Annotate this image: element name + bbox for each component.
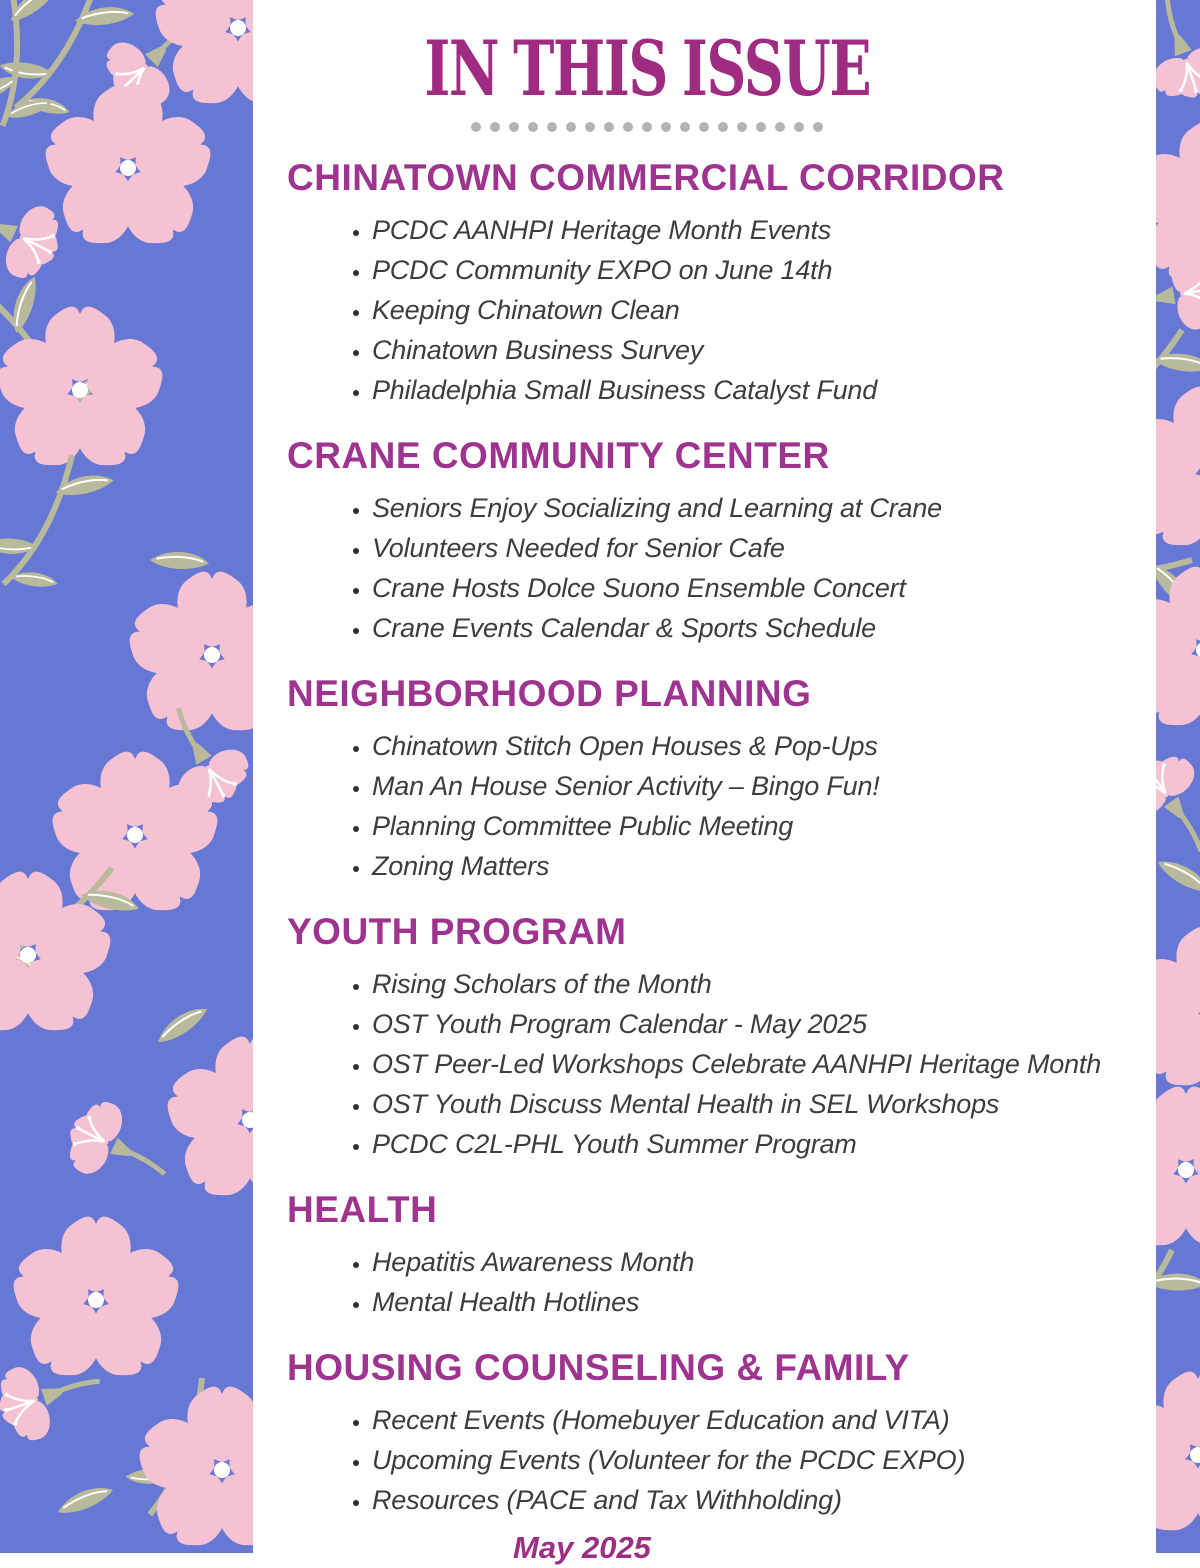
list-item: • Chinatown Business Survey xyxy=(372,330,1156,370)
section-item-list xyxy=(287,210,1156,410)
list-item: • Upcoming Events (Volunteer for the PCDC EXPO) xyxy=(372,1440,1156,1480)
list-item: • Rising Scholars of the Month xyxy=(372,964,1156,1004)
list-item: • Recent Events (Homebuyer Education and VITA) xyxy=(372,1400,1156,1440)
divider-dot xyxy=(775,122,785,132)
floral-border-right xyxy=(1156,0,1200,1553)
section-chinatown-commercial-corridor xyxy=(253,156,1156,410)
list-item: • Seniors Enjoy Socializing and Learning at Crane xyxy=(372,488,1156,528)
list-item: • Philadelphia Small Business Catalyst Fund xyxy=(372,370,1156,410)
list-item: • PCDC Community EXPO on June 14th xyxy=(372,250,1156,290)
section-heading: HEALTH xyxy=(287,1189,438,1230)
list-item: • Zoning Matters xyxy=(372,846,1156,886)
list-item: • Resources (PACE and Tax Withholding) xyxy=(372,1480,1156,1520)
divider-dot xyxy=(794,122,804,132)
list-item: • Hepatitis Awareness Month xyxy=(372,1242,1156,1282)
divider-dot xyxy=(528,122,538,132)
footer-date: May 2025 xyxy=(513,1530,651,1565)
section-item-list xyxy=(287,1242,1156,1322)
section-heading: NEIGHBORHOOD PLANNING xyxy=(287,673,812,714)
divider-dot xyxy=(699,122,709,132)
section-heading: CRANE COMMUNITY CENTER xyxy=(287,435,830,476)
divider-dot xyxy=(547,122,557,132)
section-neighborhood-planning xyxy=(253,672,1156,886)
page-title xyxy=(253,24,1041,114)
section-housing-counseling-family xyxy=(253,1346,1156,1520)
divider-dot xyxy=(680,122,690,132)
floral-pattern-right-svg xyxy=(1156,0,1200,1553)
list-item: • Crane Hosts Dolce Suono Ensemble Concert xyxy=(372,568,1156,608)
divider-dot xyxy=(737,122,747,132)
divider-dot xyxy=(718,122,728,132)
divider-dot xyxy=(623,122,633,132)
list-item: • Man An House Senior Activity – Bingo Fun! xyxy=(372,766,1156,806)
list-item: • Planning Committee Public Meeting xyxy=(372,806,1156,846)
divider-dot xyxy=(661,122,671,132)
section-health xyxy=(253,1188,1156,1322)
list-item: • Keeping Chinatown Clean xyxy=(372,290,1156,330)
section-heading: CHINATOWN COMMERCIAL CORRIDOR xyxy=(287,157,1005,198)
list-item: • PCDC AANHPI Heritage Month Events xyxy=(372,210,1156,250)
section-item-list xyxy=(287,726,1156,886)
divider-dot xyxy=(813,122,823,132)
divider-dot xyxy=(642,122,652,132)
section-item-list xyxy=(287,964,1156,1164)
divider-dot xyxy=(585,122,595,132)
list-item: • Volunteers Needed for Senior Cafe xyxy=(372,528,1156,568)
section-item-list xyxy=(287,1400,1156,1520)
divider-dot xyxy=(756,122,766,132)
section-heading: HOUSING COUNSELING & FAMILY xyxy=(287,1347,910,1388)
page-title-text: IN THIS ISSUE xyxy=(424,24,870,113)
section-crane-community-center xyxy=(253,434,1156,648)
section-heading: YOUTH PROGRAM xyxy=(287,911,627,952)
floral-border-left xyxy=(0,0,253,1553)
dots-divider xyxy=(253,122,1041,132)
divider-dot xyxy=(509,122,519,132)
divider-dot xyxy=(471,122,481,132)
divider-dot xyxy=(566,122,576,132)
section-youth-program xyxy=(253,910,1156,1164)
list-item: • OST Youth Program Calendar - May 2025 xyxy=(372,1004,1156,1044)
list-item: • OST Youth Discuss Mental Health in SEL Workshops xyxy=(372,1084,1156,1124)
list-item: • OST Peer-Led Workshops Celebrate AANHPI Heritage Month xyxy=(372,1044,1156,1084)
floral-pattern-left-svg xyxy=(0,0,253,1553)
list-item: • Chinatown Stitch Open Houses & Pop-Ups xyxy=(372,726,1156,766)
list-item: • Crane Events Calendar & Sports Schedule xyxy=(372,608,1156,648)
list-item: • Mental Health Hotlines xyxy=(372,1282,1156,1322)
section-item-list xyxy=(287,488,1156,648)
divider-dot xyxy=(490,122,500,132)
divider-dot xyxy=(604,122,614,132)
list-item: • PCDC C2L-PHL Youth Summer Program xyxy=(372,1124,1156,1164)
content-panel xyxy=(253,0,1156,1565)
